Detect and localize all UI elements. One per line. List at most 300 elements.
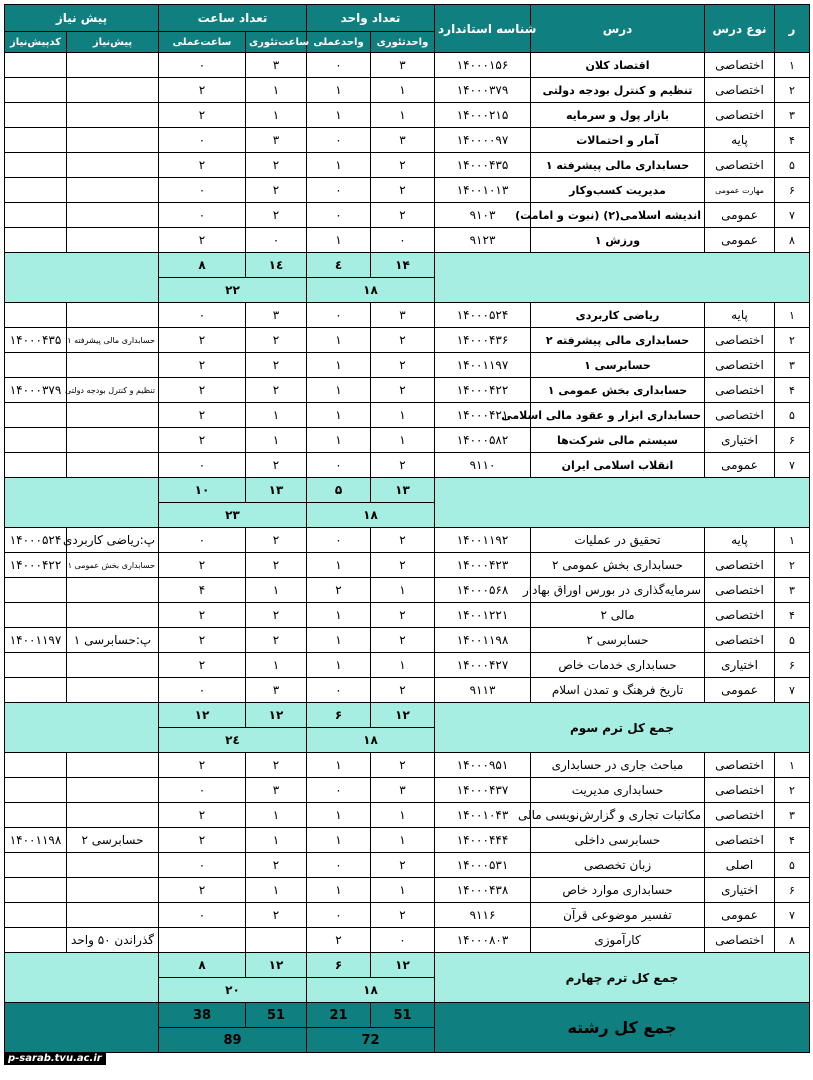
section-total-label: جمع کل ترم سوم — [435, 703, 810, 753]
theory-hours-cell: ۲ — [246, 328, 307, 353]
practical-hours-cell: ۰ — [159, 778, 246, 803]
sum-blank-cell — [5, 703, 159, 753]
course-type-cell: پایه — [705, 528, 775, 553]
prereq-code-cell — [5, 403, 67, 428]
theory-units-cell: ۳ — [371, 303, 435, 328]
grand-total-hours: 89 — [159, 1028, 307, 1053]
row-number-cell: ۲ — [775, 328, 810, 353]
practical-units-cell: ۱ — [307, 353, 371, 378]
std-id-cell: ۱۴۰۰۰۵۶۸ — [435, 578, 531, 603]
grand-practical-hours: 38 — [159, 1003, 246, 1028]
prereq-code-cell: ۱۴۰۰۰۴۳۵ — [5, 328, 67, 353]
sum-theory-units: ۱۳ — [371, 478, 435, 503]
practical-units-cell: ۲ — [307, 578, 371, 603]
prereq-group-header: پیش نیاز — [5, 5, 159, 32]
theory-units-cell: ۱ — [371, 78, 435, 103]
theory-units-cell: ۳ — [371, 53, 435, 78]
practical-hours-cell: ۲ — [159, 628, 246, 653]
course-type-cell: اختصاصی — [705, 603, 775, 628]
row-number-cell: ۳ — [775, 353, 810, 378]
prereq-code-cell — [5, 178, 67, 203]
course-type-cell: اختصاصی — [705, 753, 775, 778]
course-header: درس — [531, 5, 705, 53]
course-name-cell: حسابداری بخش عمومی ۱ — [531, 378, 705, 403]
std-id-cell: ۱۴۰۰۰۴۳۵ — [435, 153, 531, 178]
theory-hours-cell: ۲ — [246, 603, 307, 628]
course-row — [5, 878, 810, 903]
sum-practical-units: ۶ — [307, 703, 371, 728]
course-type-cell: اختصاصی — [705, 828, 775, 853]
std-id-cell: ۹۱۱۳ — [435, 678, 531, 703]
row-number-cell: ۳ — [775, 578, 810, 603]
section-total-label — [435, 253, 810, 303]
prereq-code-cell: ۱۴۰۰۰۴۲۲ — [5, 553, 67, 578]
sum-practical-units: ۶ — [307, 953, 371, 978]
row-number-cell: ۳ — [775, 803, 810, 828]
sum-theory-units: ۱۴ — [371, 253, 435, 278]
prereq-cell — [67, 803, 159, 828]
prereq-cell — [67, 578, 159, 603]
prereq-cell — [67, 228, 159, 253]
row-number-cell: ۱ — [775, 528, 810, 553]
prereq-code-cell — [5, 53, 67, 78]
course-name-cell: حسابرسی ۲ — [531, 628, 705, 653]
theory-hours-cell: ۱ — [246, 878, 307, 903]
theory-hours-cell: ۱ — [246, 578, 307, 603]
course-name-cell: تنظیم و کنترل بودجه دولتی — [531, 78, 705, 103]
sum-blank-cell — [5, 953, 159, 1003]
section-sum-row — [5, 703, 810, 728]
theory-units-cell: ۲ — [371, 753, 435, 778]
sum-theory-hours: ۱۲ — [246, 703, 307, 728]
grand-total-units: 72 — [307, 1028, 435, 1053]
course-type-cell: اختصاصی — [705, 628, 775, 653]
theory-units-cell: ۱ — [371, 828, 435, 853]
std-id-cell: ۱۴۰۰۱۲۲۱ — [435, 603, 531, 628]
course-name-cell: اقتصاد کلان — [531, 53, 705, 78]
prereq-code-cell — [5, 128, 67, 153]
theory-hours-cell: ۱ — [246, 828, 307, 853]
prereq-code-cell — [5, 353, 67, 378]
prereq-code-cell — [5, 603, 67, 628]
std-id-header: شناسه استاندارد — [435, 5, 531, 53]
total-units: ۱۸ — [307, 728, 435, 753]
practical-units-cell: ۱ — [307, 378, 371, 403]
course-name-cell: مکاتبات تجاری و گزارش‌نویسی مالی — [531, 803, 705, 828]
prereq-cell — [67, 603, 159, 628]
practical-hours-cell: ۰ — [159, 178, 246, 203]
practical-units-cell: ۱ — [307, 553, 371, 578]
course-type-cell: اختیاری — [705, 428, 775, 453]
theory-hours-cell: ۲ — [246, 378, 307, 403]
prereq-cell — [67, 653, 159, 678]
sum-practical-hours: ۸ — [159, 253, 246, 278]
prereq-code-cell — [5, 853, 67, 878]
practical-units-header: واحدعملی — [307, 32, 371, 53]
row-number-cell: ۵ — [775, 628, 810, 653]
practical-units-cell: ۱ — [307, 753, 371, 778]
theory-units-cell: ۲ — [371, 853, 435, 878]
course-name-cell: ورزش ۱ — [531, 228, 705, 253]
row-number-cell: ۴ — [775, 828, 810, 853]
practical-units-cell: ۰ — [307, 178, 371, 203]
total-hours: ۲۰ — [159, 978, 307, 1003]
practical-hours-cell: ۰ — [159, 53, 246, 78]
sum-practical-units: ٤ — [307, 253, 371, 278]
prereq-cell — [67, 878, 159, 903]
row-number-cell: ۷ — [775, 203, 810, 228]
prereq-cell — [67, 128, 159, 153]
theory-hours-cell: ۱ — [246, 428, 307, 453]
course-row — [5, 103, 810, 128]
prereq-cell: حسابداری بخش عمومی ۱ — [67, 553, 159, 578]
std-id-cell: ۱۴۰۰۰۴۴۴ — [435, 828, 531, 853]
theory-units-cell: ۳ — [371, 778, 435, 803]
practical-units-cell: ۰ — [307, 778, 371, 803]
std-id-cell: ۱۴۰۰۰۹۵۱ — [435, 753, 531, 778]
theory-hours-cell: ۱ — [246, 653, 307, 678]
course-name-cell: حسابداری مالی پیشرفته ۱ — [531, 153, 705, 178]
course-row — [5, 203, 810, 228]
prereq-code-cell — [5, 303, 67, 328]
prereq-code-cell — [5, 678, 67, 703]
course-name-cell: ریاضی کاربردی — [531, 303, 705, 328]
grand-blank-cell — [5, 1003, 159, 1053]
row-number-cell: ۴ — [775, 603, 810, 628]
row-number-cell: ۸ — [775, 928, 810, 953]
course-name-cell: مالی ۲ — [531, 603, 705, 628]
row-number-cell: ۶ — [775, 653, 810, 678]
course-type-cell: اختصاصی — [705, 928, 775, 953]
course-row — [5, 778, 810, 803]
theory-units-cell: ۲ — [371, 903, 435, 928]
prereq-code-cell — [5, 78, 67, 103]
course-name-cell: تحقیق در عملیات — [531, 528, 705, 553]
theory-units-cell: ۲ — [371, 528, 435, 553]
prereq-cell — [67, 353, 159, 378]
theory-units-cell: ۰ — [371, 928, 435, 953]
std-id-cell: ۱۴۰۰۰۵۳۱ — [435, 853, 531, 878]
course-name-cell: اندیشه اسلامی(۲) (نبوت و امامت) — [531, 203, 705, 228]
practical-hours-cell: ۲ — [159, 603, 246, 628]
prereq-cell — [67, 403, 159, 428]
row-number-cell: ۵ — [775, 403, 810, 428]
row-number-cell: ۱ — [775, 53, 810, 78]
practical-units-cell: ۱ — [307, 803, 371, 828]
prereq-cell — [67, 853, 159, 878]
row-number-cell: ۷ — [775, 903, 810, 928]
theory-hours-cell: ۳ — [246, 303, 307, 328]
practical-units-cell: ۰ — [307, 903, 371, 928]
theory-units-cell: ۰ — [371, 228, 435, 253]
course-name-cell: سرمایه‌گذاری در بورس اوراق بهادار — [531, 578, 705, 603]
std-id-cell: ۹۱۰۳ — [435, 203, 531, 228]
row-number-cell: ۷ — [775, 453, 810, 478]
practical-units-cell: ۱ — [307, 153, 371, 178]
sum-theory-units: ۱۲ — [371, 703, 435, 728]
course-row — [5, 228, 810, 253]
practical-units-cell: ۱ — [307, 403, 371, 428]
sum-practical-hours: ۱۲ — [159, 703, 246, 728]
prereq-cell — [67, 178, 159, 203]
row-number-cell: ۸ — [775, 228, 810, 253]
prereq-cell — [67, 428, 159, 453]
section-total-label — [435, 478, 810, 528]
prereq-code-cell — [5, 203, 67, 228]
theory-hours-cell: ۲ — [246, 203, 307, 228]
course-name-cell: آمار و احتمالات — [531, 128, 705, 153]
prereq-code-cell — [5, 753, 67, 778]
practical-hours-cell: ۰ — [159, 453, 246, 478]
prereq-code-cell: ۱۴۰۰۱۱۹۸ — [5, 828, 67, 853]
prereq-code-cell — [5, 653, 67, 678]
theory-hours-cell: ۱ — [246, 403, 307, 428]
course-type-cell: پایه — [705, 128, 775, 153]
total-units: ۱۸ — [307, 503, 435, 528]
practical-hours-cell: ۲ — [159, 428, 246, 453]
course-row — [5, 653, 810, 678]
prereq-code-cell — [5, 803, 67, 828]
course-row — [5, 678, 810, 703]
grand-total-label: جمع کل رشته — [435, 1003, 810, 1053]
practical-units-cell: ۲ — [307, 928, 371, 953]
theory-units-cell: ۲ — [371, 678, 435, 703]
course-name-cell: زبان تخصصی — [531, 853, 705, 878]
theory-units-cell: ۲ — [371, 628, 435, 653]
course-row — [5, 628, 810, 653]
practical-hours-cell: ۲ — [159, 103, 246, 128]
course-type-cell: اختصاصی — [705, 103, 775, 128]
prereq-code-cell: ۱۴۰۰۰۳۷۹ — [5, 378, 67, 403]
course-row — [5, 378, 810, 403]
std-id-cell: ۱۴۰۰۱۱۹۲ — [435, 528, 531, 553]
course-name-cell: حسابداری مالی پیشرفته ۲ — [531, 328, 705, 353]
prereq-header: پیش‌نیاز — [67, 32, 159, 53]
theory-units-cell: ۱ — [371, 653, 435, 678]
std-id-cell: ۱۴۰۰۰۳۷۹ — [435, 78, 531, 103]
row-number-cell: ۵ — [775, 153, 810, 178]
std-id-cell: ۱۴۰۰۰۵۸۲ — [435, 428, 531, 453]
course-name-cell: تفسیر موضوعی قرآن — [531, 903, 705, 928]
theory-units-cell: ۲ — [371, 378, 435, 403]
theory-units-cell: ۱ — [371, 403, 435, 428]
theory-hours-cell: ۳ — [246, 128, 307, 153]
std-id-cell: ۱۴۰۰۰۴۳۸ — [435, 878, 531, 903]
course-type-cell: عمومی — [705, 228, 775, 253]
course-row — [5, 553, 810, 578]
hours-group-header: تعداد ساعت — [159, 5, 307, 32]
practical-hours-cell: ۰ — [159, 128, 246, 153]
practical-units-cell: ۱ — [307, 78, 371, 103]
practical-units-cell: ۱ — [307, 828, 371, 853]
practical-units-cell: ۰ — [307, 203, 371, 228]
course-name-cell: حسابداری خدمات خاص — [531, 653, 705, 678]
course-row — [5, 128, 810, 153]
practical-hours-cell: ۲ — [159, 878, 246, 903]
course-type-cell: اختصاصی — [705, 328, 775, 353]
course-type-cell: اختصاصی — [705, 403, 775, 428]
std-id-cell: ۱۴۰۰۰۰۹۷ — [435, 128, 531, 153]
row-number-cell: ۳ — [775, 103, 810, 128]
std-id-cell: ۱۴۰۰۰۵۲۴ — [435, 303, 531, 328]
course-type-cell: اختیاری — [705, 653, 775, 678]
prereq-code-cell — [5, 928, 67, 953]
row-number-cell: ۲ — [775, 553, 810, 578]
course-row — [5, 853, 810, 878]
course-type-cell: اختصاصی — [705, 353, 775, 378]
practical-hours-cell: ۰ — [159, 903, 246, 928]
theory-units-cell: ۱ — [371, 878, 435, 903]
course-row — [5, 753, 810, 778]
course-row — [5, 328, 810, 353]
prereq-cell — [67, 303, 159, 328]
total-units: ۱۸ — [307, 278, 435, 303]
course-row — [5, 353, 810, 378]
total-units: ۱۸ — [307, 978, 435, 1003]
prereq-code-cell — [5, 228, 67, 253]
sum-theory-hours: ۱٤ — [246, 253, 307, 278]
units-group-header: تعداد واحد — [307, 5, 435, 32]
theory-hours-cell: ۳ — [246, 778, 307, 803]
std-id-cell: ۹۱۱۰ — [435, 453, 531, 478]
section-sum-row — [5, 953, 810, 978]
sum-practical-hours: ۸ — [159, 953, 246, 978]
course-type-cell: اختصاصی — [705, 53, 775, 78]
theory-hours-cell: ۲ — [246, 353, 307, 378]
theory-hours-cell: ۲ — [246, 178, 307, 203]
std-id-cell: ۱۴۰۰۰۴۳۶ — [435, 328, 531, 353]
theory-hours-cell: ۱ — [246, 103, 307, 128]
std-id-cell: ۱۴۰۰۱۰۱۳ — [435, 178, 531, 203]
course-name-cell: سیستم مالی شرکت‌ها — [531, 428, 705, 453]
std-id-cell: ۱۴۰۰۰۴۲۳ — [435, 553, 531, 578]
row-number-cell: ۶ — [775, 428, 810, 453]
practical-hours-cell: ۲ — [159, 653, 246, 678]
prereq-cell — [67, 78, 159, 103]
std-id-cell: ۱۴۰۰۰۴۳۷ — [435, 778, 531, 803]
course-row — [5, 453, 810, 478]
course-type-cell: عمومی — [705, 903, 775, 928]
practical-units-cell: ۱ — [307, 878, 371, 903]
theory-hours-cell: ۲ — [246, 553, 307, 578]
sum-theory-hours: ۱۳ — [246, 478, 307, 503]
course-name-cell: تاریخ فرهنگ و تمدن اسلام — [531, 678, 705, 703]
course-row — [5, 53, 810, 78]
practical-hours-cell: ۰ — [159, 528, 246, 553]
practical-hours-cell: ۲ — [159, 78, 246, 103]
practical-hours-cell: ۰ — [159, 203, 246, 228]
theory-hours-cell: ۲ — [246, 628, 307, 653]
sum-blank-cell — [5, 253, 159, 303]
grand-theory-units: 51 — [371, 1003, 435, 1028]
course-type-cell: اختصاصی — [705, 778, 775, 803]
std-id-cell: ۱۴۰۰۱۰۴۳ — [435, 803, 531, 828]
total-hours: ۲٤ — [159, 728, 307, 753]
std-id-cell: ۱۴۰۰۰۸۰۳ — [435, 928, 531, 953]
theory-hours-cell: ۲ — [246, 528, 307, 553]
prereq-cell — [67, 203, 159, 228]
practical-units-cell: ۰ — [307, 853, 371, 878]
course-type-cell: عمومی — [705, 678, 775, 703]
section-total-label: جمع کل ترم چهارم — [435, 953, 810, 1003]
grand-practical-units: 21 — [307, 1003, 371, 1028]
course-type-cell: اختصاصی — [705, 78, 775, 103]
prereq-cell: گذراندن ۵۰ واحد — [67, 928, 159, 953]
prereq-code-cell — [5, 903, 67, 928]
theory-hours-cell: ۲ — [246, 903, 307, 928]
row-number-cell: ۵ — [775, 853, 810, 878]
theory-units-cell: ۲ — [371, 553, 435, 578]
prereq-cell: پ:ریاضی کاربردی — [67, 528, 159, 553]
sum-practical-hours: ۱۰ — [159, 478, 246, 503]
prereq-cell — [67, 103, 159, 128]
course-row — [5, 928, 810, 953]
practical-units-cell: ۰ — [307, 678, 371, 703]
course-name-cell: حسابرسی ۱ — [531, 353, 705, 378]
course-name-cell: انقلاب اسلامی ایران — [531, 453, 705, 478]
theory-units-header: واحدتئوری — [371, 32, 435, 53]
course-row — [5, 78, 810, 103]
course-row — [5, 903, 810, 928]
prereq-cell — [67, 903, 159, 928]
std-id-cell: ۱۴۰۰۱۱۹۷ — [435, 353, 531, 378]
theory-hours-cell: ۱ — [246, 78, 307, 103]
practical-hours-cell: ۲ — [159, 828, 246, 853]
prereq-cell: پ:حسابرسی ۱ — [67, 628, 159, 653]
std-id-cell: ۱۴۰۰۰۱۵۶ — [435, 53, 531, 78]
course-name-cell: حسابداری موارد خاص — [531, 878, 705, 903]
total-hours: ۲۳ — [159, 503, 307, 528]
practical-hours-cell: ۰ — [159, 678, 246, 703]
course-name-cell: حسابداری ابزار و عقود مالی اسلامی — [531, 403, 705, 428]
theory-units-cell: ۱ — [371, 103, 435, 128]
theory-units-cell: ۱ — [371, 428, 435, 453]
row-number-cell: ۶ — [775, 178, 810, 203]
course-type-header: نوع درس — [705, 5, 775, 53]
prereq-code-header: کدپیش‌نیاز — [5, 32, 67, 53]
theory-units-cell: ۲ — [371, 453, 435, 478]
prereq-code-cell: ۱۴۰۰۱۱۹۷ — [5, 628, 67, 653]
prereq-cell: حسابداری مالی پیشرفته ۱ — [67, 328, 159, 353]
practical-units-cell: ۱ — [307, 628, 371, 653]
practical-hours-cell: ۲ — [159, 378, 246, 403]
course-row — [5, 153, 810, 178]
course-name-cell: حسابرسی داخلی — [531, 828, 705, 853]
prereq-cell: تنظیم و کنترل بودجه دولتی — [67, 378, 159, 403]
theory-hours-cell: ۲ — [246, 853, 307, 878]
practical-units-cell: ۰ — [307, 528, 371, 553]
course-type-cell: عمومی — [705, 203, 775, 228]
practical-units-cell: ۱ — [307, 428, 371, 453]
theory-units-cell: ۲ — [371, 353, 435, 378]
course-row — [5, 828, 810, 853]
prereq-code-cell — [5, 453, 67, 478]
course-type-cell: اختصاصی — [705, 553, 775, 578]
course-type-cell: اصلی — [705, 853, 775, 878]
row-number-cell: ۱ — [775, 753, 810, 778]
prereq-cell — [67, 453, 159, 478]
course-name-cell: حسابداری بخش عمومی ۲ — [531, 553, 705, 578]
practical-hours-header: ساعت‌عملی — [159, 32, 246, 53]
theory-hours-cell: ۲ — [246, 753, 307, 778]
prereq-cell — [67, 153, 159, 178]
theory-hours-header: ساعت‌تئوری — [246, 32, 307, 53]
theory-units-cell: ۲ — [371, 178, 435, 203]
curriculum-table — [4, 4, 810, 1053]
header-row-1 — [5, 5, 810, 32]
prereq-code-cell — [5, 578, 67, 603]
section-sum-row — [5, 478, 810, 503]
